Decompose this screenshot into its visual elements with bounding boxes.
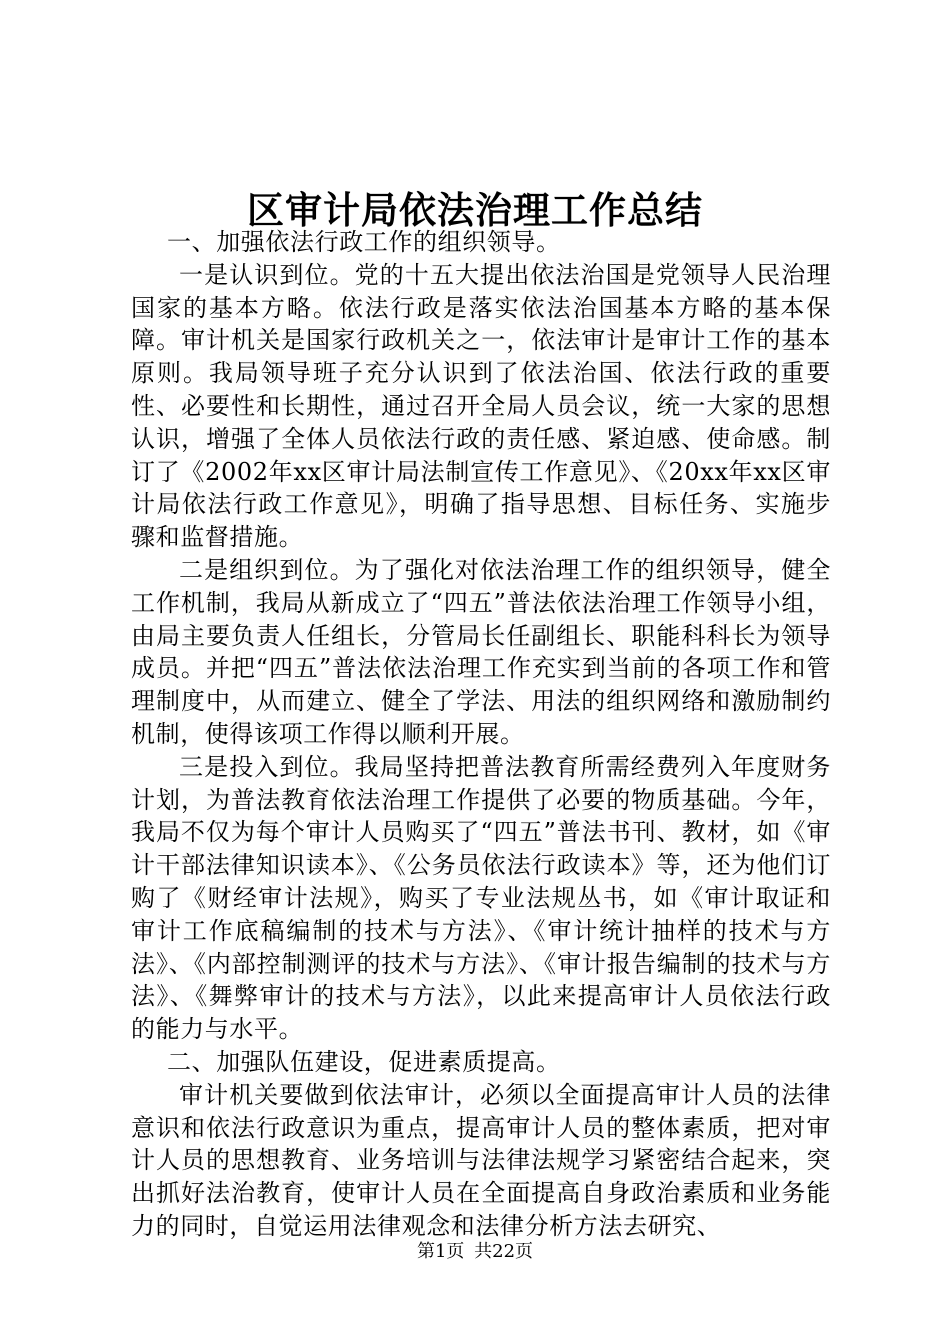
document-title: 区审计局依法治理工作总结 xyxy=(247,188,703,232)
paragraph-investment: 三是投入到位。我局坚持把普法教育所需经费列入年度财务计划，为普法教育依法治理工作提供了必要的物质基础。今年，我局不仅为每个审计人员购买了“四五”普法书刊、教材，如《审计干部法律知识读本》、《公务员依法行政读本》等，还为他们订购了《财经审计法规》，购买了专业法规丛书，如《审计取证和审计工作底稿编制的技术与方法》、《审计统计抽样的技术与方法》、《内部控制测评的技术与方法》、《审计报告编制的技术与方法》、《舞弊审计的技术与方法》，以此来提高审计人员依法行政的能力与水平。 xyxy=(131,752,831,1044)
section-heading-1: 一、加强依法行政工作的组织领导。 xyxy=(167,228,561,256)
page-footer xyxy=(0,1240,950,1264)
section-heading-2: 二、加强队伍建设，促进素质提高。 xyxy=(167,1047,561,1076)
document-body xyxy=(131,226,831,1243)
paragraph-team-building: 审计机关要做到依法审计，必须以全面提高审计人员的法律意识和依法行政意识为重点，提高审计人员的整体素质，把对审计人员的思想教育、业务培训与法律法规学习紧密结合起来，突出抓好法治教育，使审计人员在全面提高自身政治素质和业务能力的同时，自觉运用法律观念和法律分析方法去研究、 xyxy=(131,1080,831,1240)
paragraph-awareness: 一是认识到位。党的十五大提出依法治国是党领导人民治理国家的基本方略。依法行政是落实依法治国基本方略的基本保障。审计机关是国家行政机关之一，依法审计是审计工作的基本原则。我局领导班子充分认识到了依法治国、依法行政的重要性、必要性和长期性，通过召开全局人员会议，统一大家的思想认识，增强了全体人员依法行政的责任感、紧迫感、使命感。制订了《2002年xx区审计局法制宣传工作意见》、《20xx年xx区审计局依法行政工作意见》，明确了指导思想、目标任务、实施步骤和监督措施。 xyxy=(131,260,831,552)
page-total: 共22页 xyxy=(474,1241,534,1262)
paragraph-organization: 二是组织到位。为了强化对依法治理工作的组织领导，健全工作机制，我局从新成立了“四五”普法依法治理工作领导小组，由局主要负责人任组长，分管局长任副组长、职能科科长为领导成员。并把“四五”普法依法治理工作充实到当前的各项工作和管理制度中，从而建立、健全了学法、用法的组织网络和激励制约机制，使得该项工作得以顺利开展。 xyxy=(131,555,831,748)
page-number: 第1页 xyxy=(416,1241,465,1262)
